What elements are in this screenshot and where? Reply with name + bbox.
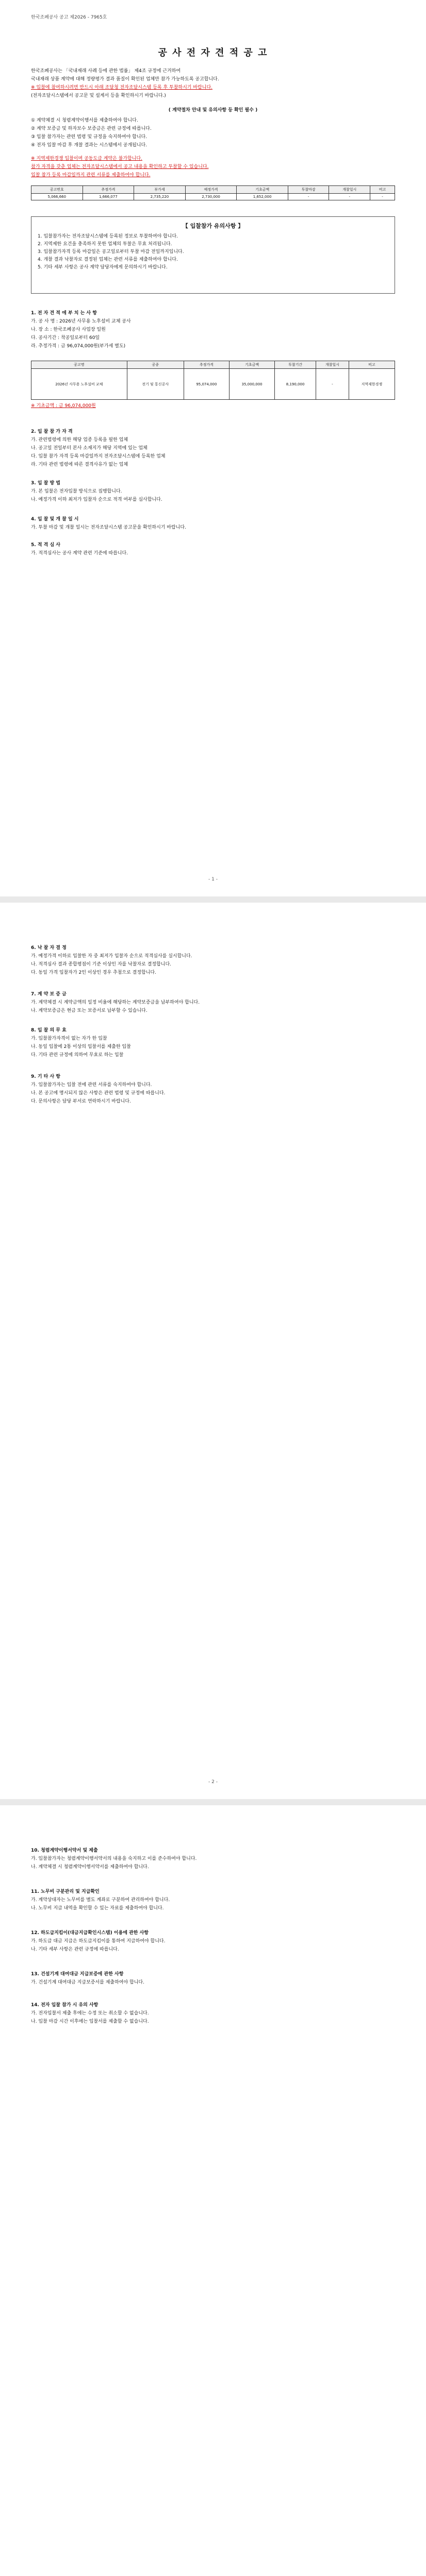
section-line: 나. 예정가격 이하 최저가 입찰자 순으로 적격 여부를 심사합니다. (31, 497, 162, 502)
section-heading: 6. 낙 찰 자 결 정 (31, 945, 67, 951)
section-4 (31, 515, 395, 532)
section-heading: 4. 입 찰 및 개 찰 일 시 (31, 517, 79, 522)
table-cell: 1,666,077 (83, 194, 134, 200)
section-14 (31, 2001, 395, 2026)
section-2 (31, 428, 395, 469)
section-line: 나. 동일 입찰에 2통 이상의 입찰서를 제출한 입찰 (31, 1044, 131, 1049)
section-line: 라. 추정가격 : 금 96,074,000원(부가세 별도) (31, 344, 126, 349)
table-header: 비고 (370, 186, 395, 194)
table-row (31, 194, 395, 200)
section-line: 가. 공 사 명 : 2026년 사무용 노후설비 교체 공사 (31, 319, 131, 324)
table-cell: 95,074,000 (184, 369, 229, 400)
table-header: 부가세 (134, 186, 186, 194)
page-3 (0, 1805, 426, 2576)
table-header: 기초금액 (229, 361, 274, 369)
summary-table-wrap (31, 185, 395, 200)
section-line: 가. 건설기계 대여대금 지급보증서를 제출하여야 합니다. (31, 1980, 144, 1985)
section-heading: 1. 전 자 견 적 에 부 치 는 사 항 (31, 311, 97, 316)
section-line: 가. 관련법령에 의한 해당 업종 등록을 필한 업체 (31, 437, 128, 443)
section-line: 나. 기타 세부 사항은 관련 규정에 따릅니다. (31, 1947, 119, 1952)
section-heading: 2. 입 찰 참 가 자 격 (31, 429, 73, 434)
section-line: 다. 동일 가격 입찰자가 2인 이상인 경우 추첨으로 결정합니다. (31, 970, 156, 975)
section-8 (31, 1026, 395, 1059)
section-7 (31, 990, 395, 1015)
section-heading: 8. 입 찰 의 무 효 (31, 1028, 67, 1033)
section-line: 다. 공사기간 : 착공일로부터 60일 (31, 335, 100, 341)
table-cell: 전기 및 통신공사 (127, 369, 184, 400)
section-10 (31, 1846, 395, 1871)
section-line: 나. 공고일 전일부터 본사 소재지가 해당 지역에 있는 업체 (31, 446, 148, 451)
section-line: 가. 입찰참가자는 청렴계약이행서약서의 내용을 숙지하고 이를 준수하여야 합니다. (31, 1856, 197, 1861)
section-11 (31, 1888, 395, 1912)
section-line: 나. 노무비 지급 내역을 확인할 수 있는 자료를 제출하여야 합니다. (31, 1906, 164, 1911)
section-heading: 14. 전자 입찰 참가 시 유의 사항 (31, 2003, 99, 2008)
section-line: 가. 입찰참가자는 입찰 전에 관련 서류를 숙지하여야 합니다. (31, 1082, 152, 1088)
table-cell: 1,652,000 (237, 194, 288, 200)
section-line: 가. 계약상대자는 노무비를 별도 계좌로 구분하여 관리하여야 합니다. (31, 1897, 170, 1903)
table-header: 공고번호 (31, 186, 83, 194)
notice-line: 1. 입찰참가자는 전자조달시스템에 등록된 정보로 투찰하여야 합니다. (38, 234, 178, 239)
procedure-subnote: ( 계약절차 안내 및 유의사항 등 확인 필수 ) (168, 108, 258, 113)
table-header: 투찰기간 (275, 361, 316, 369)
section-line: 다. 문의사항은 담당 부서로 연락하시기 바랍니다. (31, 1099, 131, 1104)
table-cell: 지역제한경쟁 (349, 369, 395, 400)
table-header: 기초금액 (237, 186, 288, 194)
section-line: 나. 적격심사 결과 종합평점이 기준 이상인 자를 낙찰자로 결정합니다. (31, 962, 172, 967)
table-header: 비고 (349, 361, 395, 369)
table-header: 투찰마감 (288, 186, 329, 194)
section-line: 나. 계약보증금은 현금 또는 보증서로 납부할 수 있습니다. (31, 1008, 148, 1013)
table-cell: - (316, 369, 349, 400)
bullet-list (31, 116, 395, 149)
table-cell: 2026년 사무용 노후설비 교체 (31, 369, 127, 400)
section-heading: 10. 청렴계약이행서약서 및 제출 (31, 1848, 98, 1853)
summary-table (31, 185, 395, 200)
red-notice-line: 참가 자격을 갖춘 업체는 전자조달시스템에서 공고 내용을 확인하고 투찰할 수 있습니다. (31, 164, 209, 170)
section-line: 가. 하도급 대금 지급은 하도급지킴이를 통하여 지급하여야 합니다. (31, 1939, 166, 1944)
section-line: 가. 계약체결 시 계약금액의 일정 비율에 해당하는 계약보증금을 납부하여야 합니다. (31, 1000, 200, 1005)
red-notice-block (31, 155, 395, 179)
section-heading: 11. 노무비 구분관리 및 지급확인 (31, 1889, 100, 1894)
notice-line: 3. 입찰참가자격 등록 마감일은 공고일로부터 투찰 마감 전일까지입니다. (38, 249, 184, 255)
notice-title: 【 입찰참가 유의사항 】 (182, 223, 244, 229)
intro-line: 국내재래 상품 계약에 대해 정량평가 결과 품질이 확인된 업체만 참가 가능하도록 공고합니다. (31, 77, 219, 82)
table-header: 공고명 (31, 361, 127, 369)
section-line: 다. 입찰 참가 자격 등록 마감일까지 전자조달시스템에 등록한 업체 (31, 454, 166, 459)
section-line: 라. 기타 관련 법령에 따른 결격사유가 없는 업체 (31, 462, 128, 467)
section-13 (31, 1970, 395, 1987)
section-line: 가. 투찰 마감 및 개찰 일시는 전자조달시스템 공고문을 확인하시기 바랍니다. (31, 525, 186, 530)
section-5 (31, 541, 395, 557)
red-notice: ※ 지역제한경쟁 입찰이며 공동도급 계약은 불가합니다. (31, 156, 142, 161)
table-cell: 2,735,220 (134, 194, 186, 200)
notice-box (31, 216, 395, 294)
section-heading: 3. 입 찰 방 법 (31, 481, 60, 486)
intro-line: 한국조폐공사는 「국내재래 사례 등에 관한 법률」 제4조 규정에 근거하여 (31, 69, 181, 74)
section-heading: 7. 계 약 보 증 금 (31, 992, 67, 997)
table-cell: 35,000,000 (229, 369, 274, 400)
notice-line: 4. 개찰 결과 낙찰자로 결정된 업체는 관련 서류를 제출하여야 합니다. (38, 257, 178, 262)
announcement-number: 한국조폐공사 공고 제2026 - 7965호 (31, 15, 107, 20)
section-line: 가. 본 입찰은 전자입찰 방식으로 집행합니다. (31, 489, 122, 494)
table-header-row (31, 186, 395, 194)
table-note: ※ 기초금액 : 금 96,074,000원 (31, 403, 96, 409)
section-heading: 5. 적 격 심 사 (31, 543, 60, 548)
section-line: 가. 적격심사는 공사 계약 관련 기준에 따릅니다. (31, 551, 128, 556)
notice-line: 5. 기타 세부 사항은 공사 계약 담당자에게 문의하시기 바랍니다. (38, 265, 168, 270)
section-line: 가. 예정가격 이하로 입찰한 자 중 최저가 입찰자 순으로 적격심사를 실시합니다. (31, 954, 192, 959)
section-line: 다. 기타 관련 규정에 의하여 무효로 하는 입찰 (31, 1053, 124, 1058)
table-cell: - (329, 194, 370, 200)
page-1 (0, 0, 426, 896)
table-header-row (31, 361, 395, 369)
red-notice-line: 입찰 참가 등록 마감일까지 관련 서류를 제출하여야 합니다. (31, 173, 151, 178)
intro-block (31, 67, 395, 100)
table-header: 추정가격 (184, 361, 229, 369)
section-1 (31, 309, 395, 350)
table-header: 개찰일시 (316, 361, 349, 369)
table-header: 추정가격 (83, 186, 134, 194)
table-cell: 2,730,000 (185, 194, 237, 200)
page-separator (0, 896, 426, 903)
section-heading: 12. 하도급지킴이(대금지급확인시스템) 이용에 관한 사항 (31, 1930, 149, 1936)
page-number: - 2 - (208, 1780, 218, 1785)
table-cell: - (370, 194, 395, 200)
document-title: 공 사 전 자 견 적 공 고 (158, 47, 268, 58)
page-number: - 1 - (208, 877, 218, 882)
table-row (31, 369, 395, 400)
table-cell: 5,066,660 (31, 194, 83, 200)
section-line: 가. 전자입찰서 제출 후에는 수정 또는 취소할 수 없습니다. (31, 2011, 149, 2016)
section-line: 나. 계약체결 시 청렴계약이행서약서를 제출하여야 합니다. (31, 1865, 149, 1870)
table-header: 예정가격 (185, 186, 237, 194)
table-cell: 8,190,000 (275, 369, 316, 400)
page-separator (0, 1799, 426, 1805)
section-heading: 13. 건설기계 대여대금 지급보증에 관한 사항 (31, 1972, 124, 1977)
intro-line: (전자조달시스템에서 공고문 및 설계서 등을 확인하시기 바랍니다.) (31, 93, 166, 98)
page-2 (0, 903, 426, 1799)
bullet-item: ② 계약 보증금 및 하자보수 보증금은 관련 규정에 따릅니다. (31, 126, 152, 131)
section-line: 나. 입찰 마감 시간 이후에는 입찰서를 제출할 수 없습니다. (31, 2019, 149, 2024)
bullet-item: ④ 전자 입찰 마감 후 개찰 결과는 시스템에서 공개됩니다. (31, 143, 148, 148)
detail-table (31, 361, 395, 400)
table-header: 개찰일시 (329, 186, 370, 194)
section-heading: 9. 기 타 사 항 (31, 1074, 60, 1079)
bullet-item: ① 계약체결 시 청렴계약이행서를 제출하여야 합니다. (31, 118, 138, 123)
section-3 (31, 479, 395, 504)
section-line: 나. 본 공고에 명시되지 않은 사항은 관련 법령 및 규정에 따릅니다. (31, 1091, 166, 1096)
section-line: 나. 장 소 : 한국조폐공사 사업장 일원 (31, 327, 106, 332)
intro-line-highlight: ※ 입찰에 참여하시려면 반드시 아래 조달청 전자조달시스템 등록 후 투찰하시기 바랍니다. (31, 85, 212, 90)
table-cell: - (288, 194, 329, 200)
section-6 (31, 944, 395, 977)
section-line: 가. 입찰참가자격이 없는 자가 한 입찰 (31, 1036, 107, 1041)
bullet-item: ③ 입찰 참가자는 관련 법령 및 규정을 숙지하여야 합니다. (31, 134, 148, 140)
table-header: 공종 (127, 361, 184, 369)
notice-line: 2. 지역제한 요건을 충족하지 못한 업체의 투찰은 무효 처리됩니다. (38, 242, 172, 247)
detail-table-wrap (31, 361, 395, 409)
section-9 (31, 1073, 395, 1106)
section-12 (31, 1929, 395, 1954)
